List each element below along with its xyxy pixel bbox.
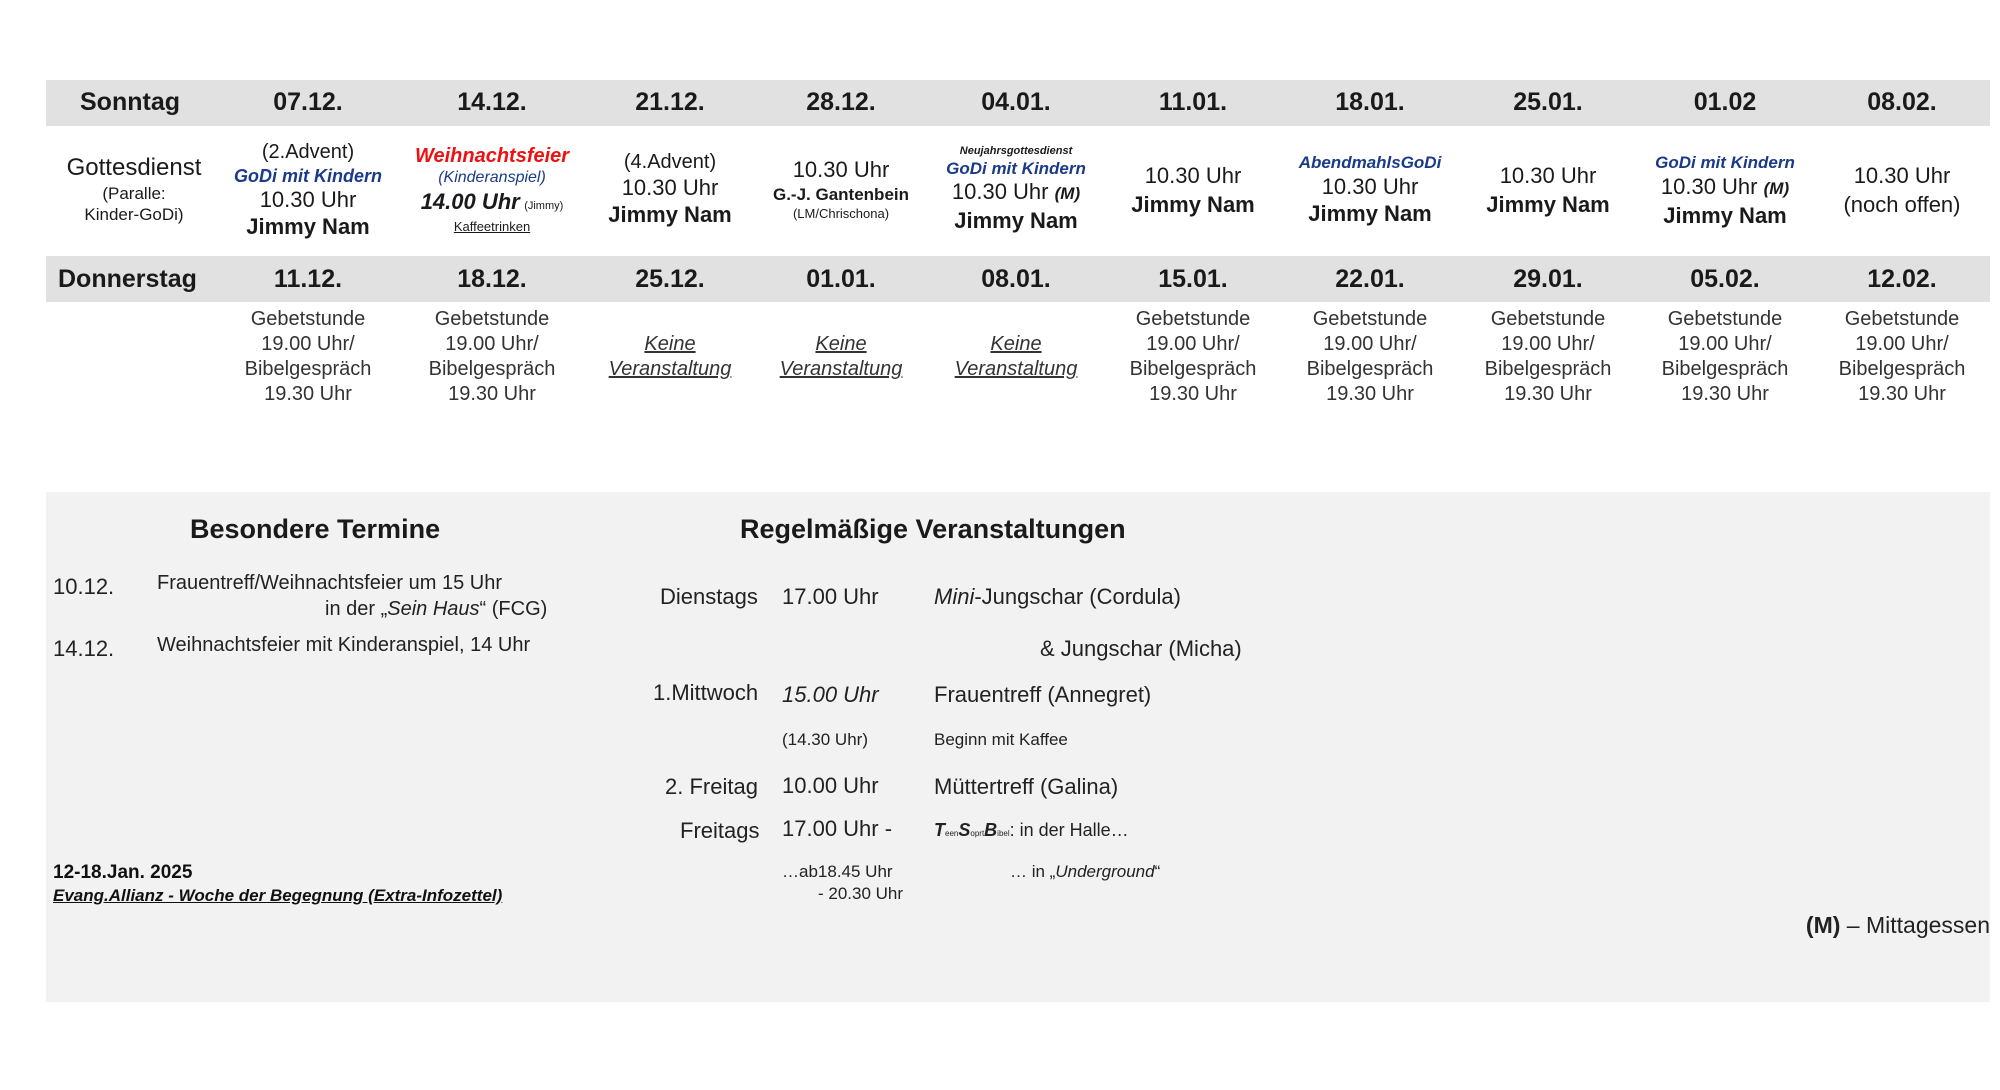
preacher-org: (LM/Chrischona) [792,206,890,221]
service-note: (Jimmy) [524,200,564,212]
service-time: 14.00 Uhr [420,189,520,214]
service-cell [582,150,758,230]
service-cell [1814,162,1990,220]
service-cell [753,156,929,222]
sunday-date: 14.12. [457,88,527,116]
service-extra: Kaffeetrinken [453,219,531,234]
service-time: 10.30 Uhr [1853,163,1951,188]
termin-text-2 [325,598,547,621]
service-time: 10.30 Uhr [1321,174,1419,199]
sunday-date: 18.01. [1335,88,1405,116]
thursday-date: 08.01. [981,265,1051,293]
service-time: 10.30 Uhr [1144,163,1242,188]
service-cell [928,144,1104,236]
event-title: Neujahrsgottesdienst [959,145,1073,157]
sunday-date: 28.12. [806,88,876,116]
event-time-note: …ab18.45 Uhr [782,862,893,881]
service-time: 10.30 Uhr [259,187,357,212]
gebet-line: Bibelgespräch [1838,358,1966,380]
day-label: 2. Freitag [665,774,758,799]
preacher: Jimmy Nam [1131,192,1255,217]
keine-line: Veranstaltung [608,358,732,380]
thursday-cell [220,307,396,407]
service-cell [1105,162,1281,220]
service-cell [1460,162,1636,220]
gebet-line: 19.30 Uhr [1504,383,1592,405]
thursday-cell [582,332,758,382]
regelmaessige-title: Regelmäßige Veranstaltungen [740,514,1126,544]
event-title: Weihnachtsfeier [414,145,570,167]
allianz-date: 12-18.Jan. 2025 [53,862,193,883]
termin-date: 10.12. [53,574,115,599]
event-sub: (Kinderanspiel) [438,169,546,186]
thursday-cell [1637,307,1813,407]
gottesdienst-sub: (Paralle: [102,184,166,203]
keine-line: Keine [815,333,867,355]
thursday-cell [1814,307,1990,407]
thursday-cell [1460,307,1636,407]
keine-line: Veranstaltung [779,358,903,380]
gebet-line: 19.00 Uhr/ [1501,333,1595,355]
godi-label: GoDi mit Kindern [1655,153,1795,172]
godi-label: GoDi mit Kindern [234,166,382,186]
thursday-date: 01.01. [806,265,876,293]
legend-text: – Mittagessen [1840,912,1990,938]
gebet-line: 19.00 Uhr/ [1323,333,1417,355]
sunday-date: 08.02. [1867,88,1937,116]
gebet-line: Bibelgespräch [1661,358,1789,380]
termin-text-part: in der „ [325,598,388,620]
tsb-small: oprt [970,829,985,838]
besondere-termine-title: Besondere Termine [190,514,441,544]
gebet-line: 19.00 Uhr/ [261,333,355,355]
godi-label: AbendmahlsGoDi [1298,153,1442,172]
thursday-date: 22.01. [1335,265,1405,293]
service-cell [1637,152,1813,231]
termin-date: 14.12. [53,636,115,661]
event-time: 17.00 Uhr [782,584,879,609]
thursday-date: 29.01. [1513,265,1583,293]
mittagessen-mark: (M) [1763,179,1790,198]
thursday-date: 11.12. [273,265,343,293]
gebet-line: Bibelgespräch [244,358,372,380]
legend-mittagessen [1806,912,1990,939]
thursday-cell [1105,307,1281,407]
preacher: Jimmy Nam [1308,201,1432,226]
gebet-line: Bibelgespräch [428,358,556,380]
sunday-date: 25.01. [1513,88,1583,116]
gebet-line: 19.30 Uhr [264,383,352,405]
tsb-small: een [945,829,959,838]
gebet-line: Gebetstunde [1135,308,1251,330]
gebet-line: Gebetstunde [1844,308,1960,330]
keine-line: Keine [990,333,1042,355]
preacher: Jimmy Nam [608,202,732,227]
advent-label: (4.Advent) [623,151,717,173]
gebet-line: Gebetstunde [1667,308,1783,330]
gebet-line: Gebetstunde [1490,308,1606,330]
gebet-line: Gebetstunde [1312,308,1428,330]
thursday-label: Donnerstag [58,265,197,293]
service-time: 10.30 Uhr [951,179,1049,204]
mittagessen-mark: (M) [1054,184,1081,203]
gebet-line: 19.30 Uhr [1326,383,1414,405]
day-label: Freitags [680,818,760,843]
day-label: 1.Mittwoch [653,680,759,705]
sunday-date: 07.12. [273,88,343,116]
event-time-note: (14.30 Uhr) [782,730,868,749]
preacher: (noch offen) [1843,192,1961,217]
thursday-date: 12.02. [1867,265,1937,293]
termin-text: Weihnachtsfeier mit Kinderanspiel, 14 Uhr [157,634,531,656]
thursday-date: 18.12. [457,265,527,293]
event-note-part: “ [1154,862,1161,881]
event-name-part: -Jungschar (Cordula) [974,584,1181,609]
sunday-date: 04.01. [981,88,1051,116]
termin-place: Sein Haus [387,598,480,620]
gebet-line: Bibelgespräch [1129,358,1257,380]
day-label: Dienstags [660,584,758,609]
preacher: Jimmy Nam [1486,192,1610,217]
event-name-part: Mini [934,584,975,609]
gottesdienst-label-block [58,153,210,225]
thursday-date: 25.12. [635,265,705,293]
sunday-date: 11.01. [1158,88,1228,116]
preacher: Jimmy Nam [246,214,370,239]
allianz-text: Evang.Allianz - Woche der Begegnung (Extra-Infozettel) [53,886,503,905]
gebet-line: 19.30 Uhr [1149,383,1237,405]
event-note-part: … in „ [1010,862,1056,881]
event-name: Frauentreff (Annegret) [934,682,1152,707]
tsb-small: ibel [997,829,1010,838]
thursday-cell [928,332,1104,382]
thursday-cell [753,332,929,382]
service-cell [404,144,580,235]
event-name [934,584,1181,610]
gebet-line: Bibelgespräch [1484,358,1612,380]
tsb-letter: S [958,820,971,840]
gebet-line: 19.30 Uhr [1681,383,1769,405]
service-time: 10.30 Uhr [621,175,719,200]
gottesdienst-label: Gottesdienst [66,154,202,181]
tsb-letter: T [934,820,945,840]
service-time: 10.30 Uhr [1499,163,1597,188]
event-time: 15.00 Uhr [782,682,879,707]
gebet-line: Bibelgespräch [1306,358,1434,380]
tsb-letter: B [984,820,998,840]
termin-text: Frauentreff/Weihnachtsfeier um 15 Uhr [157,572,502,594]
thursday-date: 05.02. [1690,265,1760,293]
event-name: Müttertreff (Galina) [934,774,1119,799]
gebet-line: 19.00 Uhr/ [1855,333,1949,355]
event-note [1010,862,1160,882]
godi-label: GoDi mit Kindern [946,159,1086,178]
gebet-line: 19.00 Uhr/ [1678,333,1772,355]
sunday-date: 21.12. [635,88,705,116]
service-cell [220,140,396,242]
gebet-line: 19.30 Uhr [448,383,536,405]
thursday-cell [404,307,580,407]
event-name [934,820,1129,841]
keine-line: Keine [644,333,696,355]
gebet-line: 19.00 Uhr/ [445,333,539,355]
gottesdienst-sub: Kinder-GoDi) [84,205,184,224]
service-time: 10.30 Uhr [792,157,890,182]
service-time: 10.30 Uhr [1660,174,1758,199]
sunday-date: 01.02 [1693,88,1757,116]
event-note: Beginn mit Kaffee [934,730,1068,749]
preacher: Jimmy Nam [1663,203,1787,228]
gebet-line: 19.30 Uhr [1858,383,1946,405]
thursday-date: 15.01. [1158,265,1228,293]
gebet-line: Gebetstunde [434,308,550,330]
event-time: 10.00 Uhr [782,773,879,798]
advent-label: (2.Advent) [261,141,355,163]
event-name-part: : in der Halle… [1009,820,1129,840]
sunday-label: Sonntag [80,88,180,116]
event-name: & Jungschar (Micha) [1040,636,1242,661]
event-note-part: Underground [1055,862,1155,881]
termin-text-part: “ (FCG) [479,598,548,620]
thursday-cell [1282,307,1458,407]
preacher: Jimmy Nam [954,208,1078,233]
keine-line: Veranstaltung [954,358,1078,380]
service-cell [1282,152,1458,229]
preacher: G.-J. Gantenbein [772,185,910,204]
gebet-line: Gebetstunde [250,308,366,330]
legend-mark: (M) [1805,912,1841,938]
gebet-line: 19.00 Uhr/ [1146,333,1240,355]
event-time-note: - 20.30 Uhr [818,884,904,903]
event-time: 17.00 Uhr - [782,816,893,841]
